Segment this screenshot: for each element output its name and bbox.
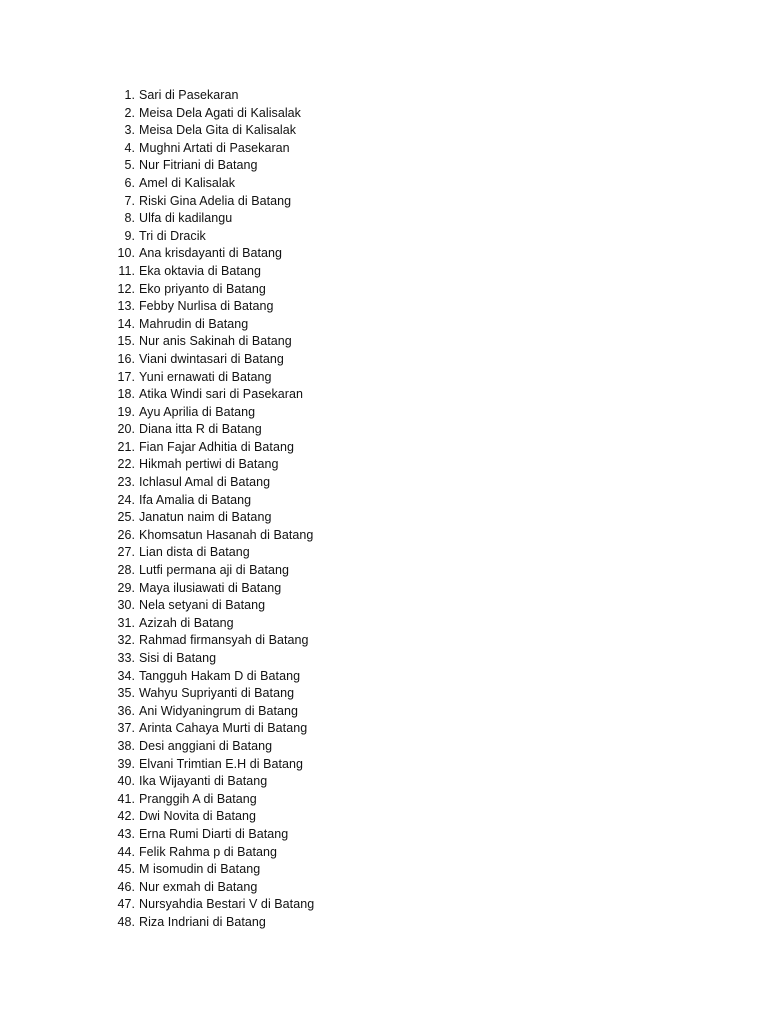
list-item-number: 26. bbox=[117, 527, 135, 542]
list-item-text: Sari di Pasekaran bbox=[139, 88, 239, 102]
list-item-number: 38. bbox=[117, 738, 135, 753]
list-item-number: 42. bbox=[117, 809, 135, 824]
list-item-number: 29. bbox=[117, 580, 135, 595]
list-item-number: 44. bbox=[117, 844, 135, 859]
list-item bbox=[108, 386, 314, 404]
list-item bbox=[108, 773, 314, 791]
list-item-number: 8. bbox=[124, 211, 135, 226]
list-item-text: Nursyahdia Bestari V di Batang bbox=[139, 897, 315, 912]
list-item-number: 34. bbox=[117, 668, 135, 683]
list-item bbox=[108, 791, 314, 809]
list-item bbox=[108, 193, 314, 211]
list-item-number: 11. bbox=[118, 263, 135, 278]
list-item-text: Dwi Novita di Batang bbox=[139, 809, 257, 824]
list-item-number: 24. bbox=[117, 492, 135, 507]
list-item-number: 41. bbox=[117, 791, 135, 806]
list-item-number: 10. bbox=[117, 246, 135, 261]
list-item bbox=[108, 316, 314, 334]
list-item-number: 33. bbox=[117, 651, 135, 665]
list-item-text: Wahyu Supriyanti di Batang bbox=[139, 686, 295, 701]
list-item bbox=[108, 228, 314, 246]
list-item-number: 30. bbox=[117, 598, 135, 613]
list-item-number: 7. bbox=[124, 193, 135, 208]
list-item-text: M isomudin di Batang bbox=[139, 862, 261, 877]
list-item-text: Ulfa di kadilangu bbox=[139, 211, 233, 226]
list-item-text: Meisa Dela Agati di Kalisalak bbox=[139, 105, 301, 120]
list-item bbox=[108, 456, 314, 474]
list-item bbox=[108, 404, 314, 422]
list-item-text: Tangguh Hakam D di Batang bbox=[139, 668, 301, 683]
list-item bbox=[108, 527, 314, 545]
list-item bbox=[108, 720, 314, 738]
list-item-text: Hikmah pertiwi di Batang bbox=[139, 457, 279, 472]
list-item-text: Sisi di Batang bbox=[139, 651, 217, 665]
list-item-number: 47. bbox=[117, 897, 135, 912]
list-item-text: Eka oktavia di Batang bbox=[139, 263, 261, 278]
list-item-text: Yuni ernawati di Batang bbox=[139, 369, 272, 384]
name-list bbox=[108, 87, 314, 932]
list-item-number: 22. bbox=[117, 457, 135, 472]
list-item bbox=[108, 105, 314, 123]
list-item bbox=[108, 333, 314, 351]
list-item-text: Azizah di Batang bbox=[139, 615, 234, 630]
list-item-text: Febby Nurlisa di Batang bbox=[139, 299, 274, 314]
list-item bbox=[108, 703, 314, 721]
list-item-number: 40. bbox=[117, 774, 135, 789]
list-item-text: Fian Fajar Adhitia di Batang bbox=[139, 439, 294, 454]
list-item bbox=[108, 157, 314, 175]
list-item-number: 5. bbox=[124, 158, 135, 173]
list-item-number: 1. bbox=[124, 88, 135, 102]
list-item-number: 2. bbox=[124, 105, 135, 120]
list-item bbox=[108, 298, 314, 316]
list-item bbox=[108, 861, 314, 879]
list-item-text: Felik Rahma p di Batang bbox=[139, 844, 278, 859]
list-item-number: 31. bbox=[117, 615, 135, 630]
list-item-text: Viani dwintasari di Batang bbox=[139, 351, 284, 366]
list-item-text: Pranggih A di Batang bbox=[139, 791, 257, 806]
list-item bbox=[108, 122, 314, 140]
list-item-text: Desi anggiani di Batang bbox=[139, 738, 273, 753]
list-item-number: 35. bbox=[117, 686, 135, 701]
list-item-number: 21. bbox=[117, 439, 135, 454]
list-item-text: Elvani Trimtian E.H di Batang bbox=[139, 756, 304, 771]
list-item-text: Nela setyani di Batang bbox=[139, 598, 266, 613]
list-item bbox=[108, 369, 314, 387]
list-item-number: 36. bbox=[117, 703, 135, 718]
list-item bbox=[108, 492, 314, 510]
list-item-text: Ika Wijayanti di Batang bbox=[139, 774, 268, 789]
list-item-text: Janatun naim di Batang bbox=[139, 510, 272, 525]
list-item bbox=[108, 509, 314, 527]
list-item-text: Khomsatun Hasanah di Batang bbox=[139, 527, 314, 542]
list-item-number: 4. bbox=[124, 140, 135, 155]
list-item-text: Nur Fitriani di Batang bbox=[139, 158, 258, 173]
list-item-text: Eko priyanto di Batang bbox=[139, 281, 266, 296]
list-item bbox=[108, 844, 314, 862]
list-item bbox=[108, 439, 314, 457]
list-item-text: Ayu Aprilia di Batang bbox=[139, 404, 256, 419]
list-item bbox=[108, 474, 314, 492]
list-item-text: Mughni Artati di Pasekaran bbox=[139, 140, 290, 155]
list-item-number: 32. bbox=[117, 633, 135, 648]
list-item-number: 28. bbox=[117, 563, 135, 578]
list-item bbox=[108, 580, 314, 598]
list-item-text: Erna Rumi Diarti di Batang bbox=[139, 826, 289, 841]
list-item-number: 16. bbox=[117, 351, 135, 366]
list-item-text: Atika Windi sari di Pasekaran bbox=[139, 387, 304, 402]
list-item-text: Diana itta R di Batang bbox=[139, 422, 262, 437]
list-item bbox=[108, 281, 314, 299]
list-item-text: Tri di Dracik bbox=[139, 228, 206, 243]
list-item bbox=[108, 421, 314, 439]
list-item-text: Ana krisdayanti di Batang bbox=[139, 246, 283, 261]
list-item bbox=[108, 826, 314, 844]
list-item-number: 13. bbox=[117, 299, 135, 314]
list-item bbox=[108, 738, 314, 756]
list-item bbox=[108, 351, 314, 369]
list-item-text: Lian dista di Batang bbox=[139, 545, 250, 560]
list-item-text: Mahrudin di Batang bbox=[139, 316, 249, 331]
list-item bbox=[108, 597, 314, 615]
list-item-text: Lutfi permana aji di Batang bbox=[139, 563, 290, 578]
list-item-text: Riza Indriani di Batang bbox=[139, 914, 266, 929]
list-item-number: 3. bbox=[124, 123, 135, 138]
list-item-number: 46. bbox=[117, 879, 135, 894]
list-item-number: 20. bbox=[117, 422, 135, 437]
list-item-text: Ichlasul Amal di Batang bbox=[139, 475, 271, 490]
list-item bbox=[108, 756, 314, 774]
list-item-text: Nur anis Sakinah di Batang bbox=[139, 334, 292, 349]
list-item-number: 39. bbox=[117, 756, 135, 771]
list-item-text: Meisa Dela Gita di Kalisalak bbox=[139, 123, 297, 138]
list-item-text: Rahmad firmansyah di Batang bbox=[139, 633, 309, 648]
list-item-number: 9. bbox=[124, 228, 135, 243]
list-item bbox=[108, 175, 314, 193]
list-item bbox=[108, 914, 314, 932]
list-item bbox=[108, 87, 314, 105]
list-item bbox=[108, 263, 314, 281]
list-item-number: 12. bbox=[117, 281, 135, 296]
list-item-number: 14. bbox=[117, 316, 135, 331]
list-item bbox=[108, 210, 314, 228]
list-item bbox=[108, 879, 314, 897]
list-item-number: 6. bbox=[124, 175, 135, 190]
list-item-text: Amel di Kalisalak bbox=[139, 175, 236, 190]
list-item-number: 45. bbox=[117, 862, 135, 877]
list-item-text: Arinta Cahaya Murti di Batang bbox=[139, 721, 308, 736]
list-item-text: Ifa Amalia di Batang bbox=[139, 492, 252, 507]
list-item bbox=[108, 685, 314, 703]
list-item bbox=[108, 245, 314, 263]
list-item-number: 25. bbox=[117, 510, 135, 525]
list-item bbox=[108, 562, 314, 580]
list-item bbox=[108, 615, 314, 633]
list-item-text: Riski Gina Adelia di Batang bbox=[139, 193, 292, 208]
list-item-number: 17. bbox=[117, 369, 135, 384]
list-item-number: 15. bbox=[117, 334, 135, 349]
list-item bbox=[108, 650, 314, 668]
list-item-number: 23. bbox=[117, 475, 135, 490]
list-item bbox=[108, 896, 314, 914]
list-item bbox=[108, 632, 314, 650]
list-item-number: 48. bbox=[117, 914, 135, 929]
list-item-number: 43. bbox=[117, 826, 135, 841]
list-item-number: 37. bbox=[117, 721, 135, 736]
list-item-number: 27. bbox=[117, 545, 135, 560]
list-item bbox=[108, 668, 314, 686]
list-item bbox=[108, 544, 314, 562]
list-item bbox=[108, 808, 314, 826]
list-item-text: Ani Widyaningrum di Batang bbox=[139, 703, 299, 718]
list-item-text: Maya ilusiawati di Batang bbox=[139, 580, 282, 595]
list-item-number: 18. bbox=[117, 387, 135, 402]
list-item-text: Nur exmah di Batang bbox=[139, 879, 258, 894]
list-item bbox=[108, 140, 314, 158]
list-item-number: 19. bbox=[117, 404, 135, 419]
